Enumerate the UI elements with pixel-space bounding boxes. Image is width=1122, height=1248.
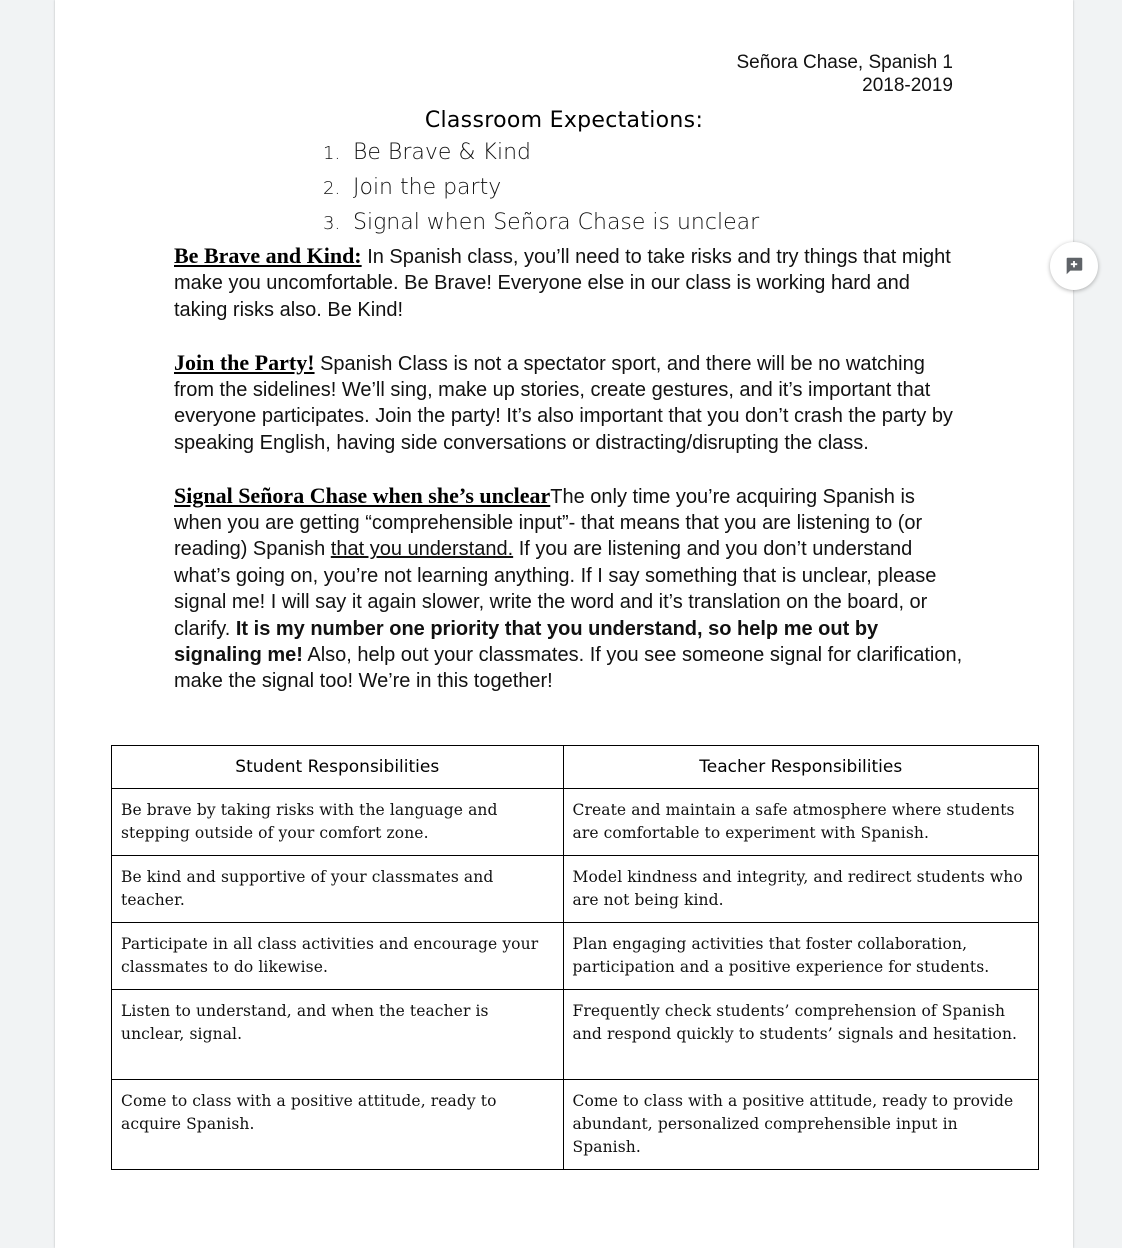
teacher-cell: Come to class with a positive attitude, ready to provide abundant, personalized comprehensible input in Spanish. <box>563 1080 1039 1170</box>
section-heading: Join the Party! <box>174 349 315 375</box>
add-comment-button[interactable] <box>1050 242 1098 290</box>
teacher-header: Teacher Responsibilities <box>563 746 1039 789</box>
document-header <box>655 51 953 97</box>
expectations-list <box>323 136 759 241</box>
school-year-line: 2018-2019 <box>862 75 953 96</box>
section-heading: Be Brave and Kind: <box>174 243 362 268</box>
section-join-party: Join the Party! Spanish Class is not a spectator sport, and there will be no watching from the sidelines! We’ll sing, make up stories, create gestures, and it’s important that everyone participates. Join the party! It’s also important that you don’t crash the party by speaking English, having side conversations or distracting/disrupting the class. <box>174 349 953 454</box>
teacher-cell: Create and maintain a safe atmosphere where students are comfortable to experiment with Spanish. <box>563 789 1039 856</box>
list-item: 1. Be Brave & Kind <box>323 140 532 165</box>
student-cell: Be kind and supportive of your classmates and teacher. <box>112 856 564 923</box>
table-row <box>112 923 1039 990</box>
page-title: Classroom Expectations: <box>424 108 704 133</box>
student-cell: Come to class with a positive attitude, ready to acquire Spanish. <box>112 1080 564 1170</box>
teacher-cell: Plan engaging activities that foster collaboration, participation and a positive experience for students. <box>563 923 1039 990</box>
student-cell: Listen to understand, and when the teacher is unclear, signal. <box>112 990 564 1080</box>
table-row <box>112 856 1039 923</box>
teacher-cell: Frequently check students’ comprehension of Spanish and respond quickly to students’ signals and hesitation. <box>563 990 1039 1080</box>
table-row <box>112 1080 1039 1170</box>
student-cell: Participate in all class activities and encourage your classmates to do likewise. <box>112 923 564 990</box>
teacher-cell: Model kindness and integrity, and redirect students who are not being kind. <box>563 856 1039 923</box>
responsibilities-table <box>111 745 1039 1170</box>
body-text <box>174 243 964 721</box>
section-brave-kind: Be Brave and Kind: In Spanish class, you’ll need to take risks and try things that might make you uncomfortable. Be Brave! Everyone else in our class is working hard and taking risks also. Be Kind! <box>174 243 951 321</box>
section-signal: Signal Señora Chase when she’s unclearThe only time you’re acquiring Spanish is when you are getting “comprehensible input”- that means that you are listening to (or reading) Spanish that you understand. If you are listening and you don’t understand what’s going on, you’re not learning anything. If I say something that is unclear, please signal me! I will say it again slower, write the word and it’s translation on the board, or clarify. It is my number one priority that you understand, so help me out by signaling me! Also, help out your classmates. If you see someone signal for clarification, make the signal too! We’re in this together! <box>174 482 963 693</box>
student-header: Student Responsibilities <box>112 746 564 789</box>
document-page <box>55 0 1073 1248</box>
list-item: 2. Join the party <box>323 175 502 200</box>
student-cell: Be brave by taking risks with the language and stepping outside of your comfort zone. <box>112 789 564 856</box>
section-heading: Signal Señora Chase when she’s unclear <box>174 482 551 508</box>
table-header-row <box>112 746 1039 789</box>
table-row <box>112 990 1039 1080</box>
add-comment-icon <box>1063 255 1085 277</box>
list-item: 3. Signal when Señora Chase is unclear <box>323 210 760 235</box>
teacher-class-line: Señora Chase, Spanish 1 <box>736 52 953 73</box>
table-row <box>112 789 1039 856</box>
